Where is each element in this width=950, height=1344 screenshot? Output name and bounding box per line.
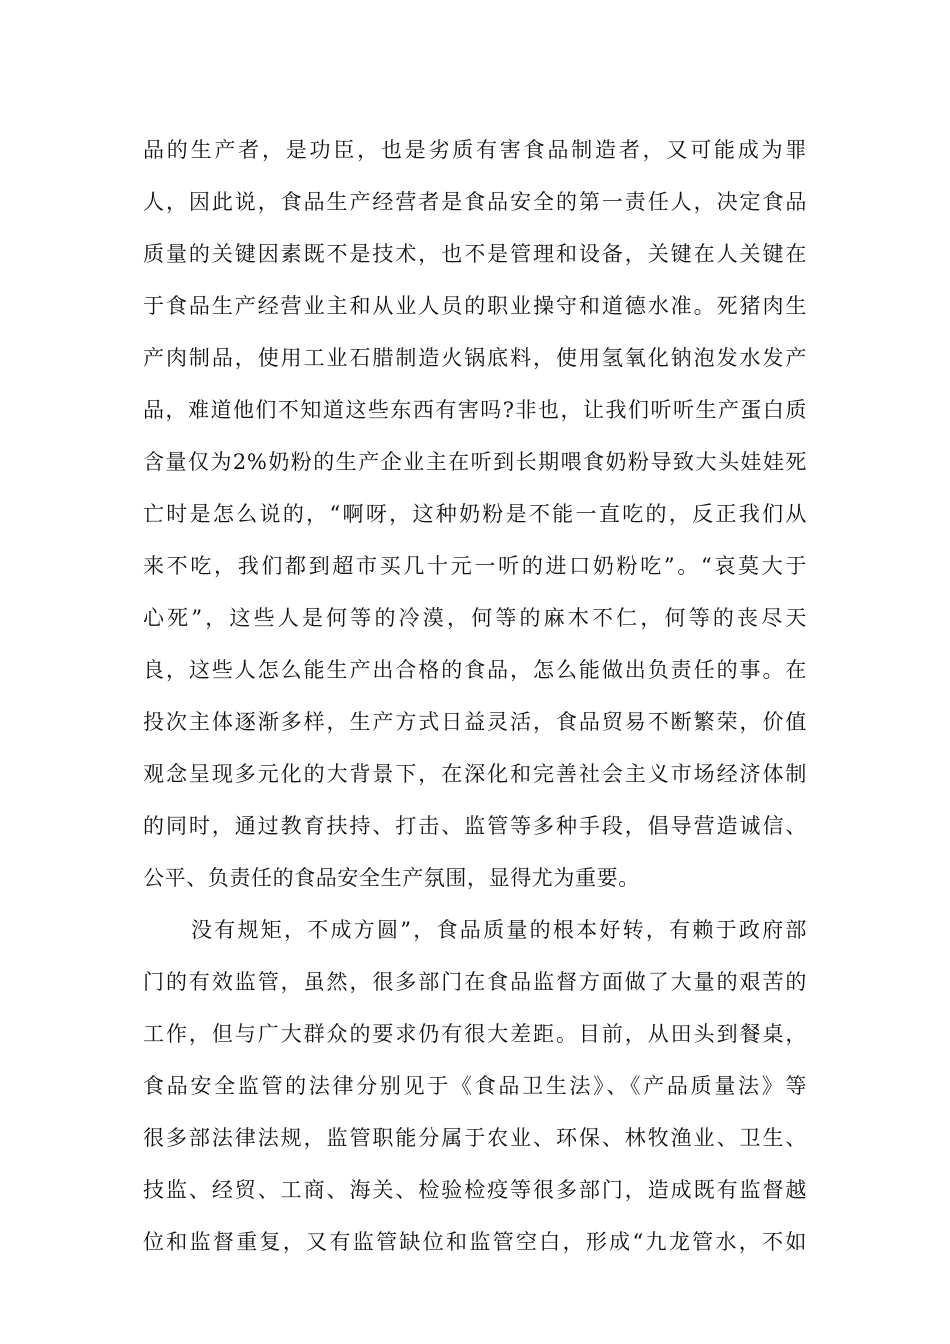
paragraph-1-line-15: 公平、负责任的食品安全生产氛围，显得尤为重要。: [143, 866, 640, 890]
paragraph-2-line-6: 技监、经贸、工商、海关、检验检疫等很多部门，造成既有监督越: [143, 1178, 807, 1202]
paragraph-2-line-5: 很多部法律法规，监管职能分属于农业、环保、林牧渔业、卫生、: [143, 1126, 807, 1150]
paragraph-2-line-7: 位和监督重复，又有监管缺位和监管空白，形成“九龙管水，不如: [143, 1230, 807, 1254]
paragraph-1-line-12: 投次主体逐渐多样，生产方式日益灵活，食品贸易不断繁荣，价值: [143, 710, 807, 734]
paragraph-1-line-13: 观念呈现多元化的大背景下，在深化和完善社会主义市场经济体制: [143, 762, 807, 786]
paragraph-1-line-5: 产肉制品，使用工业石腊制造火锅底料，使用氢氧化钠泡发水发产: [143, 346, 807, 370]
paragraph-1-line-1: 品的生产者，是功臣，也是劣质有害食品制造者，又可能成为罪: [143, 138, 807, 162]
paragraph-1-line-7: 含量仅为2%奶粉的生产企业主在听到长期喂食奶粉导致大头娃娃死: [143, 450, 807, 474]
paragraph-1-line-9: 来不吃，我们都到超市买几十元一听的进口奶粉吃”。“哀莫大于: [143, 554, 807, 578]
paragraph-1-line-11: 良，这些人怎么能生产出合格的食品，怎么能做出负责任的事。在: [143, 658, 807, 682]
paragraph-2-line-1: 没有规矩，不成方圆”，食品质量的根本好转，有赖于政府部: [191, 918, 807, 942]
paragraph-1-line-14: 的同时，通过教育扶持、打击、监管等多种手段，倡导营造诚信、: [143, 814, 807, 838]
paragraph-1-line-4: 于食品生产经营业主和从业人员的职业操守和道德水准。死猪肉生: [143, 294, 807, 318]
paragraph-2-line-2: 门的有效监管，虽然，很多部门在食品监督方面做了大量的艰苦的: [143, 970, 807, 994]
paragraph-1-line-6: 品，难道他们不知道这些东西有害吗?非也，让我们听听生产蛋白质: [143, 398, 807, 422]
paragraph-2-line-3: 工作，但与广大群众的要求仍有很大差距。目前，从田头到餐桌，: [143, 1022, 807, 1046]
paragraph-1-line-3: 质量的关键因素既不是技术，也不是管理和设备，关键在人关键在: [143, 242, 807, 266]
paragraph-1-line-2: 人，因此说，食品生产经营者是食品安全的第一责任人，决定食品: [143, 190, 807, 214]
paragraph-1-line-8: 亡时是怎么说的，“啊呀，这种奶粉是不能一直吃的，反正我们从: [143, 502, 807, 526]
paragraph-1-line-10: 心死”，这些人是何等的冷漠，何等的麻木不仁，何等的丧尽天: [143, 606, 807, 630]
paragraph-2-line-4: 食品安全监管的法律分别见于《食品卫生法》、《产品质量法》等: [143, 1074, 807, 1098]
